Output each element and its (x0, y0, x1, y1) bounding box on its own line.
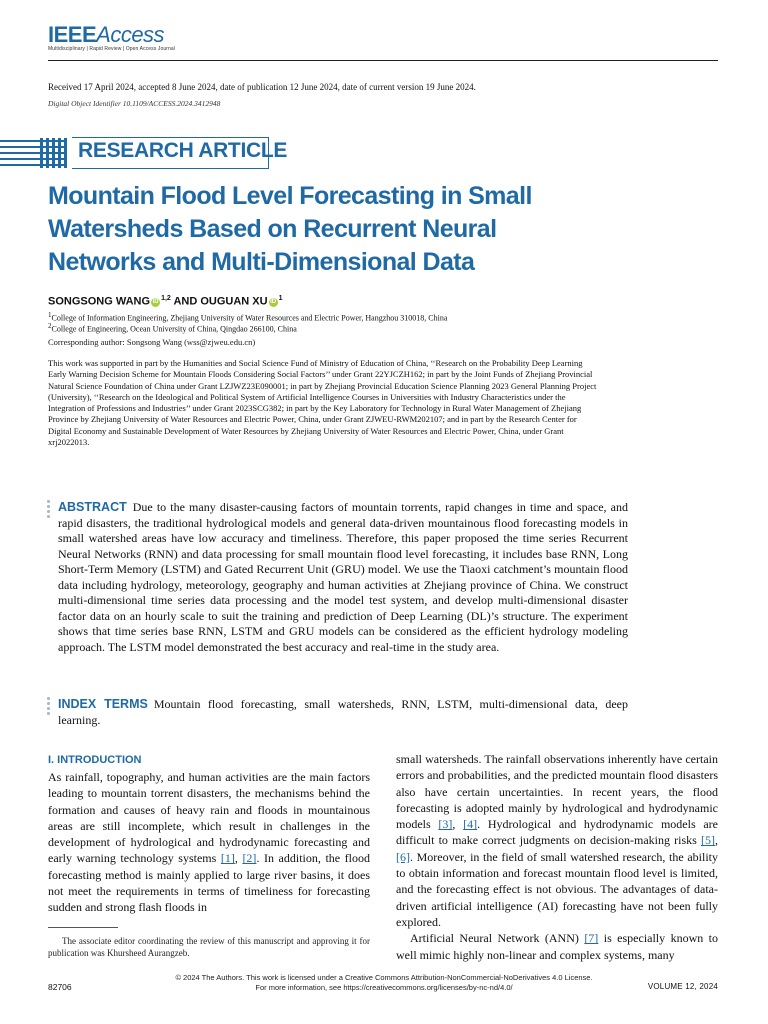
affiliation-2: $^2$College of Engineering, Ocean University of China, Qingdao 266100, China (48, 322, 297, 334)
citation-link[interactable]: [6] (396, 849, 410, 864)
citation-link[interactable]: [5] (701, 833, 715, 848)
citation-link[interactable]: [7] (584, 931, 599, 946)
index-terms-text: Mountain flood forecasting, small watersheds, RNN, LSTM, multi-dimensional data, deep learning. (58, 697, 628, 727)
article-type: RESEARCH ARTICLE (78, 139, 288, 162)
license-line-2[interactable]: For more information, see https://creativecommons.org/licenses/by-nc-nd/4.0/ (255, 983, 513, 992)
banner-stripes-icon (0, 138, 68, 168)
funding-statement: This work was supported in part by the Humanities and Social Science Fund of Ministry of Education of China, ‘‘Research on the Probability Deep Learning Early Warning Decision Scheme for Mountain Floods Considering Social Factors’’ under Grant 22YJCZH162; in part by the Joint Funds of Zhejiang Provincial Natural Science Foundation of China under Grant LZJWZ23E090001; in part by Zhejiang Provincial Education Science Planning 2023 General Planning Project (University), ‘‘Research on the Ideological and Political System of Artificial Intelligence Courses in Universities with Industry Characteristics under the Integration of Professions and Industries’’ under Grant 2023SCG382; in part by the Key Laboratory for Technology in Rural Water Management of Zhejiang Province by Zhejiang University of Water Resources and Electric Power, China, under Grant ZJWEU-RWM202107; and in part by the Research Center for Digital Economy and Sustainable Development of Water Resources by Zhejiang University of Water Resources and Electric Power, China, under Grant xrj2022013. (48, 358, 597, 448)
header-rule (48, 60, 718, 61)
author-list (48, 295, 282, 308)
intro-paragraph-3: Artificial Neural Network (ANN) [7] is especially known to well mimic highly non-linear and complex systems, many (396, 931, 718, 962)
page-number: 82706 (48, 982, 72, 992)
section-marker-icon (47, 697, 51, 717)
intro-paragraph-1: As rainfall, topography, and human activities are the main factors leading to mountain torrent disasters, the mechanisms behind the formation and causes of heavy rain and floods in mountainous areas are still incomplete, which result in challenges in the development of hydrological and hydrodynamic forecasting and early warning technology systems [1], [2]. In addition, the flood forecasting method is mainly applied to large river basins, it does not meet the requirements in terms of timeliness for forecasting sudden and strong flash floods in (48, 770, 370, 915)
index-terms-label: INDEX TERMS (58, 697, 148, 711)
footnote-rule (48, 927, 118, 928)
intro-paragraph-2: small watersheds. The rainfall observations inherently have certain errors and probabilities, and the predicted mountain flood disasters also have certain uncertainties. In recent years, the flood forecasting is adopted mainly by hydrological and hydrodynamic models [3], [4]. Hydrological and hydrodynamic models are difficult to make correct judgments on decision-making risks [5], [6]. Moreover, in the field of small watershed research, the ability to obtain information and forecast mountain flood level is limited, and the forecasting effect is not obvious. The advantages of data-driven artificial intelligence (AI) forecasting have not been fully explored. Artificial Neural Network (ANN) [7] is especially known to well mimic highly non-linear and complex systems, many (396, 752, 719, 962)
body-column-right (396, 751, 718, 963)
logo-ieee: IEEE (48, 22, 97, 47)
logo-access: Access (96, 22, 165, 47)
citation-link[interactable]: [1] (220, 851, 235, 866)
author-1-affiliation: 1,2 (161, 295, 171, 302)
section-marker-icon (47, 500, 51, 520)
license-line-1: © 2024 The Authors. This work is licensed under a Creative Commons Attribution-NonCommercial-NoDerivatives 4.0 License. (175, 973, 593, 982)
affiliation-1: $^1$College of Information Engineering, Zhejiang University of Water Resources and Electric Power, Hangzhou 310018, China (48, 311, 448, 323)
publication-dates: Received 17 April 2024, accepted 8 June 2024, date of publication 12 June 2024, date of current version 19 June 2024. (48, 82, 476, 92)
author-2: AND OUGUAN XU (173, 295, 268, 308)
orcid-icon[interactable]: iD (152, 298, 159, 305)
citation-link[interactable]: [2] (242, 851, 257, 866)
journal-tagline: Multidisciplinary | Rapid Review | Open Access Journal (48, 46, 175, 52)
abstract-text: Due to the many disaster-causing factors of mountain torrents, rapid changes in time and space, and rapid disasters, the traditional hydrological models and general data-driven mountainous flood forecasting models in small watershed areas have low accuracy and timeliness. Therefore, this paper proposed the time series Recurrent Neural Networks (RNN) and data processing for small mountain flood level forecasting, it includes base RNN, Long Short-Term Memory (LSTM) and Gated Recurrent Unit (GRU) model. We use the Tiaoxi catchment’s mountain flood data including hydrology, meteorology, geography and human activities at Zhejiang province of China. We construct multi-dimensional time series data processing and the model test system, and develop multi-dimensional disaster factor data on an hourly scale to suit the training and prediction of Deep Learning (DL)’s structure. The experiment shows that time series base RNN, LSTM and GRU models can be considered as the efficient hydrology modeling approach. The LSTM model demonstrated the best accuracy and real-time in the study area. (58, 500, 628, 654)
editor-footnote: The associate editor coordinating the review of this manuscript and approving it for publication was Khursheed Aurangzeb. (48, 936, 370, 958)
journal-logo (48, 22, 164, 48)
author-1: SONGSONG WANG (48, 295, 151, 308)
corresponding-author: Corresponding author: Songsong Wang (wss@zjweu.edu.cn) (48, 337, 256, 347)
orcid-icon[interactable]: iD (270, 298, 277, 305)
section-heading: I. INTRODUCTION (48, 754, 142, 766)
body-column-left (48, 754, 370, 916)
author-2-affiliation: 1 (278, 295, 283, 302)
abstract (58, 500, 628, 655)
doi[interactable]: Digital Object Identifier 10.1109/ACCESS.2024.3412948 (48, 99, 221, 108)
volume-label: VOLUME 12, 2024 (647, 982, 718, 991)
paper-title: Mountain Flood Level Forecasting in Small Watersheds Based on Recurrent Neural Networks and Multi-Dimensional Data (48, 182, 532, 276)
abstract-label: ABSTRACT (58, 500, 127, 514)
article-type-banner (0, 134, 288, 172)
citation-link[interactable]: [3] (438, 817, 453, 832)
citation-link[interactable]: [4] (463, 817, 478, 832)
index-terms (58, 697, 628, 728)
